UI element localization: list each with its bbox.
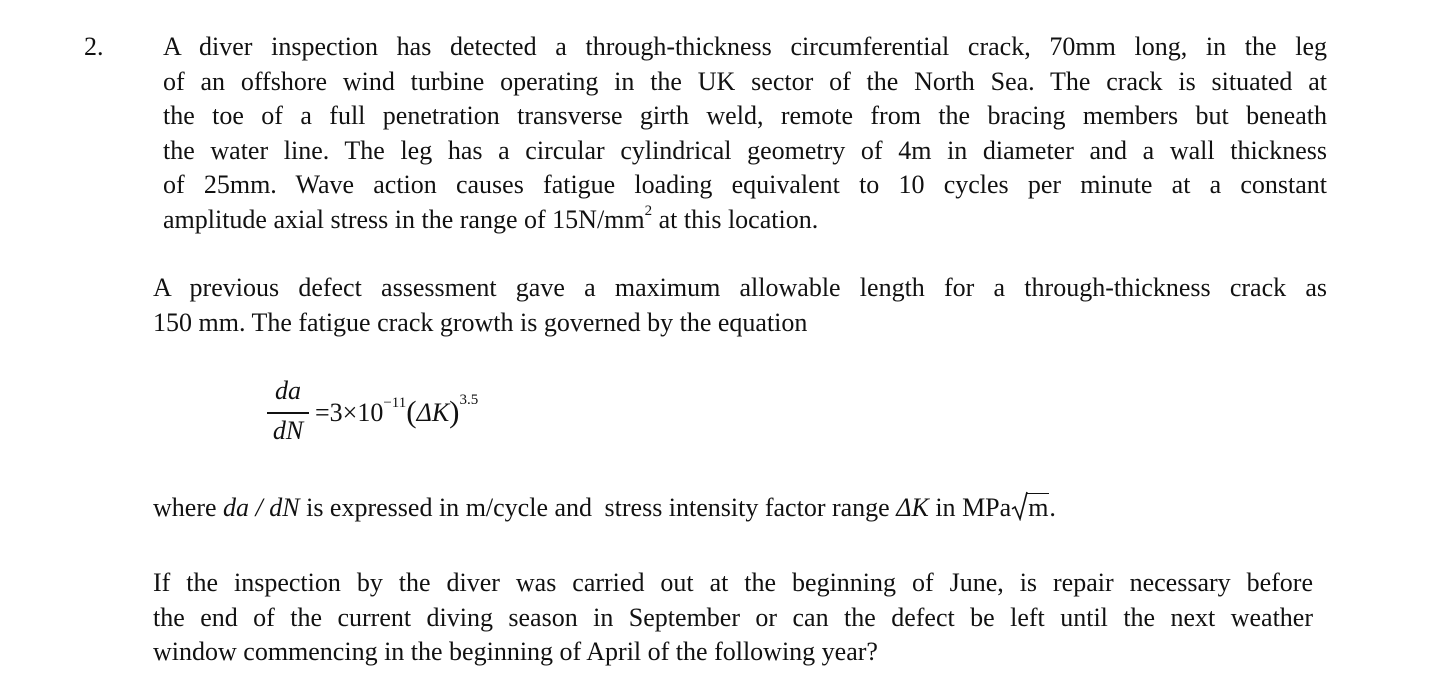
- text-line: of 25mm. Wave action causes fatigue loading equivalent to 10 cycles per minute at a constant: [163, 170, 1327, 199]
- fraction-numerator: da: [275, 376, 301, 405]
- delta-k-symbol: ΔK: [416, 398, 450, 427]
- where-text: where: [153, 493, 224, 522]
- text-line: window commencing in the beginning of April of the following year?: [153, 637, 878, 666]
- where-text: .: [1049, 493, 1056, 522]
- text-line: [153, 203, 1327, 238]
- rate-symbol: da / dN: [223, 493, 300, 522]
- close-paren: ): [449, 394, 460, 429]
- text-line: the water line. The leg has a circular cylindrical geometry of 4m in diameter and a wall thickness: [163, 135, 1327, 165]
- where-text: and: [547, 493, 599, 522]
- text-line: A previous defect assessment gave a maximum allowable length for a through-thickness crack as: [153, 273, 1327, 302]
- coefficient-exponent: −11: [383, 395, 407, 411]
- where-text: in: [928, 493, 963, 522]
- units-definition-line: [153, 491, 1056, 526]
- problem-statement-paragraph: [153, 30, 1327, 237]
- text-line: A diver inspection has detected a through-thickness circumferential crack, 70mm long, in the leg: [163, 32, 1327, 61]
- fraction-bar: [267, 412, 309, 414]
- unit-exponent: 2: [644, 202, 653, 219]
- open-paren: (: [406, 394, 417, 429]
- equation-coefficient: =3×10: [315, 398, 384, 427]
- question-paragraph: [153, 566, 1313, 670]
- text-line: If the inspection by the diver was carried out at the beginning of June, is repair necessary before: [153, 568, 1313, 597]
- text-line: the end of the current diving season in September or can the defect be left until the next weather: [153, 602, 1313, 632]
- stress-text-end: at this location.: [652, 204, 819, 234]
- stress-text: amplitude axial stress in the range of 15N/mm: [163, 204, 645, 234]
- text-line: 150 mm. The fatigue crack growth is governed by the equation: [153, 307, 808, 337]
- radical-sign-icon: [1011, 491, 1028, 521]
- rate-unit: m/cycle: [465, 493, 548, 522]
- defect-assessment-paragraph: [153, 271, 1327, 340]
- unit-prefix: MPa: [962, 493, 1012, 522]
- paris-exponent: 3.5: [459, 392, 479, 408]
- question-number: 2.: [84, 32, 104, 61]
- where-text: stress intensity factor range: [604, 493, 897, 522]
- text-line: of an offshore wind turbine operating in the UK sector of the North Sea. The crack is situated at: [163, 66, 1327, 96]
- sif-symbol: ΔK: [896, 493, 929, 522]
- equation-rhs: [315, 393, 478, 429]
- where-text: is expressed in: [299, 493, 466, 522]
- fraction-denominator: dN: [272, 416, 304, 445]
- radicand: m: [1028, 493, 1049, 522]
- square-root: [1011, 491, 1049, 526]
- text-line: the toe of a full penetration transverse girth weld, remote from the bracing members but beneath: [163, 101, 1327, 130]
